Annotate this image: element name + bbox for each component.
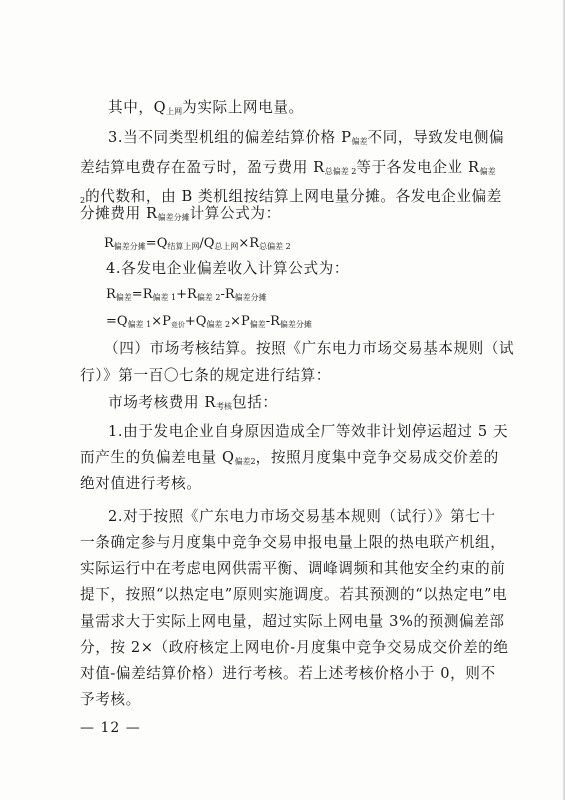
text: 不同，导致发电侧偏 <box>367 129 505 146</box>
line-8 <box>80 366 500 386</box>
text: 对值-偏差结算价格）进行考核。若上述考核价格小于 0，则不 <box>80 665 496 682</box>
text: 市场考核费用 R <box>108 394 216 411</box>
formula-text: ×R <box>238 236 260 251</box>
line-3 <box>80 158 500 182</box>
text: 其中，Q <box>108 99 167 116</box>
subscript: 偏差分摊 <box>157 213 190 222</box>
subscript: 总上网 <box>214 242 239 251</box>
subscript: 偏差分摊 <box>279 320 312 329</box>
line-10 <box>108 422 528 442</box>
subscript: 结算上网 <box>167 242 200 251</box>
formula-text: =Q <box>106 314 128 329</box>
line-16 <box>80 585 508 605</box>
line-13 <box>108 507 528 527</box>
text: 量需求大于实际上网电量，超过实际上网电量 3%的预测偏差部 <box>80 613 505 630</box>
text: 予考核。 <box>80 691 141 708</box>
subscript: 偏差分摊 <box>234 293 267 302</box>
page-number: — 12 — <box>80 720 141 736</box>
subscript: 2 <box>80 196 86 205</box>
subscript: 偏差 2 <box>196 293 221 302</box>
line-15 <box>80 559 506 579</box>
formula-text: -R <box>265 314 280 329</box>
text: 的代数和，由 B 类机组按结算上网电量分摊。各发电企业偏差 <box>85 188 502 205</box>
text: 绝对值进行考核。 <box>80 475 202 492</box>
subscript: 偏差2 <box>234 457 256 466</box>
formula-text: =R <box>131 287 153 302</box>
line-17 <box>80 612 505 632</box>
text: 4.各发电企业偏差收入计算公式为： <box>106 260 350 277</box>
text: 2.对于按照《广东电力市场交易基本规则（试行）》第七十 <box>108 508 496 525</box>
text: 分摊费用 R <box>80 205 158 222</box>
text: 分，按 2×（政府核定上网电价-月度集中竞争交易成交价差的绝 <box>80 639 509 656</box>
line-5 <box>80 204 500 228</box>
formula-text: R <box>104 236 114 251</box>
text: 包括： <box>232 394 278 411</box>
text: 等于各发电企业 R <box>356 159 480 176</box>
subscript: 偏差 <box>479 167 496 176</box>
text: 3.当不同类型机组的偏差结算价格 P <box>108 129 352 146</box>
text: 为实际上网电量。 <box>182 99 304 116</box>
text: 而产生的负偏差电量 Q <box>80 449 235 466</box>
subscript: 偏差 1 <box>152 293 177 302</box>
line-7 <box>104 339 524 359</box>
subscript: 偏差 <box>115 293 132 302</box>
formula-text: -R <box>220 287 235 302</box>
formula-text: /Q <box>199 236 215 251</box>
formula-text: ×P <box>151 314 171 329</box>
text: 计算公式为： <box>189 205 281 222</box>
subscript: 偏差 1 <box>127 320 152 329</box>
text: 实际运行中在考虑电网供需平衡、调峰调频和其他安全约束的前 <box>80 560 506 577</box>
subscript: 考核 <box>216 402 232 411</box>
subscript: 上网 <box>166 107 183 116</box>
subscript: 总偏差 2 <box>259 242 291 251</box>
text: ，按照月度集中竞争交易成交价差的 <box>255 449 499 466</box>
text: 行）》第一百〇七条的规定进行结算： <box>80 367 331 384</box>
line-14 <box>80 533 506 553</box>
formula-1 <box>104 234 524 257</box>
formula-text: R <box>106 287 116 302</box>
text: （四）市场考核结算。按照《广东电力市场交易基本规则（试 <box>104 340 515 357</box>
formula-2 <box>106 285 526 308</box>
text: 提下，按照“以热定电”原则实施调度。若其预测的“以热定电”电 <box>80 586 508 603</box>
subscript: 偏差 <box>249 320 266 329</box>
line-12 <box>80 474 500 494</box>
line-6 <box>106 259 526 279</box>
text: 1.由于发电企业自身原因造成全厂等效非计划停运超过 5 天 <box>108 423 509 440</box>
line-11 <box>80 448 500 472</box>
formula-text: +R <box>176 287 197 302</box>
formula-3 <box>106 312 526 335</box>
subscript: 偏差分摊 <box>113 242 146 251</box>
formula-text: =Q <box>145 236 168 251</box>
formula-text: ×P <box>230 314 250 329</box>
subscript: 总偏差 2 <box>324 167 357 176</box>
subscript: 竞价 <box>170 321 185 329</box>
line-18 <box>80 638 509 658</box>
subscript: 偏差 <box>351 137 368 146</box>
formula-text: +Q <box>184 314 207 329</box>
text: 一条确定参与月度集中竞争交易申报电量上限的热电联产机组， <box>80 534 506 551</box>
line-20 <box>80 690 500 710</box>
line-2 <box>108 128 528 152</box>
subscript: 偏差 2 <box>206 320 231 329</box>
line-9 <box>108 393 528 417</box>
line-19 <box>80 664 500 684</box>
text: 差结算电费存在盈亏时，盈亏费用 R <box>80 159 325 176</box>
line-1 <box>108 98 528 122</box>
